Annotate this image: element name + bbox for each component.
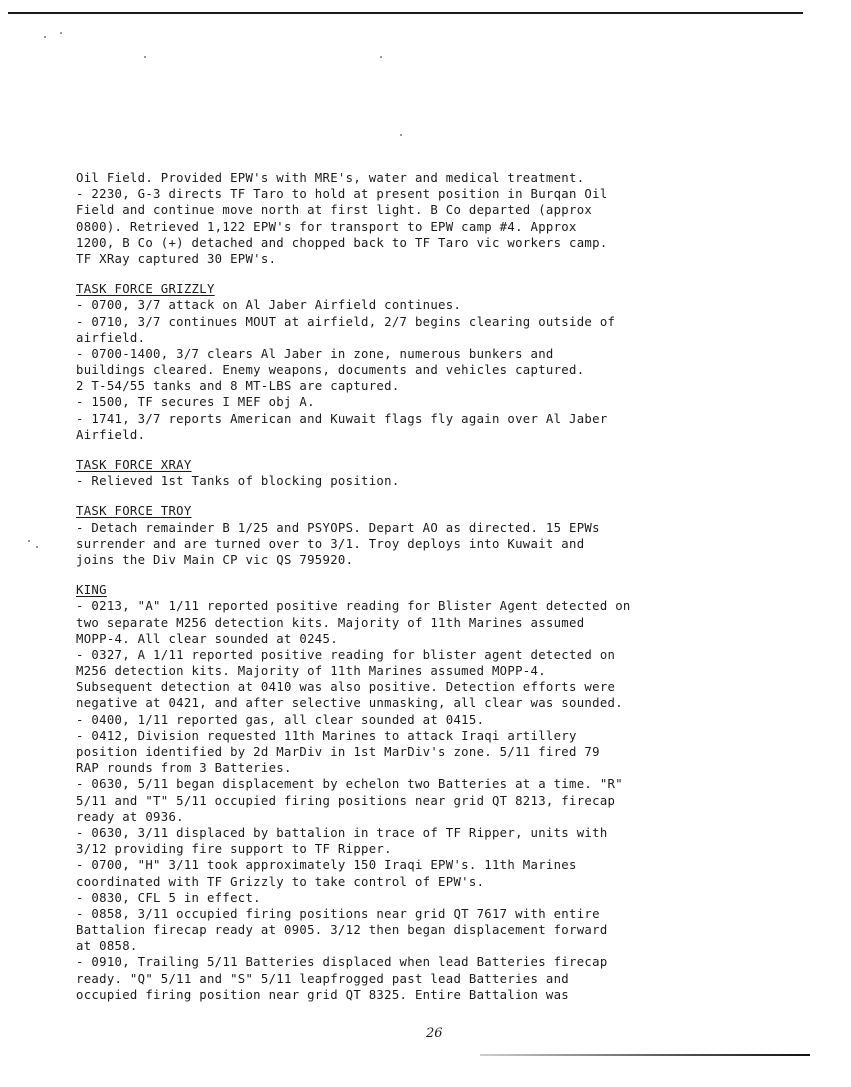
text-line: - 0700, 3/7 attack on Al Jaber Airfield continues.	[76, 298, 462, 313]
section-task-force-grizzly	[76, 281, 776, 443]
text-line: surrender and are turned over to 3/1. Troy deploys into Kuwait and	[76, 536, 585, 551]
page-number: 26	[426, 1026, 443, 1041]
text-line: position identified by 2d MarDiv in 1st MarDiv's zone. 5/11 fired 79	[76, 745, 600, 759]
text-line: occupied firing position near grid QT 8325. Entire Battalion was	[76, 987, 570, 1002]
text-line: - 0700-1400, 3/7 clears Al Jaber in zone, numerous bunkers and	[76, 346, 554, 361]
text-line: - Relieved 1st Tanks of blocking position.	[76, 474, 400, 489]
text-line: - 2230, G-3 directs TF Taro to hold at present position in Burqan Oil	[76, 187, 608, 202]
text-line: - 0710, 3/7 continues MOUT at airfield, 2/7 begins clearing outside of	[76, 314, 616, 329]
text-line: Battalion firecap ready at 0905. 3/12 then began displacement forward	[76, 923, 608, 938]
scan-speck	[380, 56, 382, 58]
scan-speck	[44, 36, 46, 38]
text-line: joins the Div Main CP vic QS 795920.	[76, 552, 354, 567]
text-line: airfield.	[76, 330, 146, 345]
bottom-rule	[480, 1054, 810, 1056]
section-task-force-troy	[76, 503, 776, 568]
text-line: - 0700, "H" 3/11 took approximately 150 Iraqi EPW's. 11th Marines	[76, 858, 577, 873]
text-line: Airfield.	[76, 427, 146, 442]
text-line: - 1741, 3/7 reports American and Kuwait flags fly again over Al Jaber	[76, 411, 608, 426]
text-line: at 0858.	[76, 939, 138, 954]
section-heading: TASK FORCE TROY	[76, 504, 192, 519]
scan-speck	[400, 134, 402, 136]
text-line: - 0630, 3/11 displaced by battalion in trace of TF Ripper, units with	[76, 825, 608, 840]
scan-speck	[60, 32, 62, 34]
section-task-force-xray	[76, 457, 776, 489]
text-line: two separate M256 detection kits. Majority of 11th Marines assumed	[76, 615, 585, 630]
text-line: 2 T-54/55 tanks and 8 MT-LBS are captured.	[76, 379, 400, 394]
section-heading: TASK FORCE GRIZZLY	[76, 282, 215, 297]
text-line: - 0630, 5/11 began displacement by echelon two Batteries at a time. "R"	[76, 777, 623, 792]
section-heading: KING	[76, 583, 107, 598]
text-line: M256 detection kits. Majority of 11th Marines assumed MOPP-4.	[76, 664, 546, 679]
text-line: ready. "Q" 5/11 and "S" 5/11 leapfrogged past lead Batteries and	[76, 971, 570, 986]
text-line: negative at 0421, and after selective unmasking, all clear was sounded.	[76, 696, 623, 711]
text-line: 3/12 providing fire support to TF Ripper.	[76, 842, 392, 857]
text-line: - 0213, "A" 1/11 reported positive reading for Blister Agent detected on	[76, 599, 631, 614]
text-line: MOPP-4. All clear sounded at 0245.	[76, 631, 338, 646]
section-heading: TASK FORCE XRAY	[76, 458, 192, 472]
top-rule	[8, 12, 803, 14]
text-line: - 0412, Division requested 11th Marines to attack Iraqi artillery	[76, 728, 577, 743]
text-line: - 1500, TF secures I MEF obj A.	[76, 395, 315, 410]
text-line: 5/11 and "T" 5/11 occupied firing positions near grid QT 8213, firecap	[76, 793, 616, 808]
text-line: - 0400, 1/11 reported gas, all clear sounded at 0415.	[76, 712, 485, 727]
text-line: TF XRay captured 30 EPW's.	[76, 251, 277, 266]
section-king	[76, 582, 776, 1003]
scan-speck	[144, 56, 146, 58]
text-line: Oil Field. Provided EPW's with MRE's, water and medical treatment.	[76, 171, 585, 185]
text-line: - 0910, Trailing 5/11 Batteries displaced when lead Batteries firecap	[76, 955, 608, 970]
text-line: buildings cleared. Enemy weapons, documents and vehicles captured.	[76, 363, 585, 378]
scan-speck	[28, 540, 30, 542]
text-line: 0800). Retrieved 1,122 EPW's for transport to EPW camp #4. Approx	[76, 219, 577, 234]
text-line: - 0327, A 1/11 reported positive reading for blister agent detected on	[76, 647, 616, 662]
intro-block	[76, 170, 776, 267]
text-line: 1200, B Co (+) detached and chopped back to TF Taro vic workers camp.	[76, 235, 608, 250]
scan-speck	[36, 546, 38, 548]
text-line: - 0830, CFL 5 in effect.	[76, 890, 261, 905]
text-line: - 0858, 3/11 occupied firing positions near grid QT 7617 with entire	[76, 906, 600, 921]
text-line: - Detach remainder B 1/25 and PSYOPS. Depart AO as directed. 15 EPWs	[76, 520, 600, 535]
text-line: RAP rounds from 3 Batteries.	[76, 761, 292, 776]
page-body	[76, 170, 776, 1003]
text-line: Subsequent detection at 0410 was also positive. Detection efforts were	[76, 680, 616, 695]
text-line: ready at 0936.	[76, 809, 184, 824]
text-line: Field and continue move north at first light. B Co departed (approx	[76, 203, 593, 218]
text-line: coordinated with TF Grizzly to take control of EPW's.	[76, 874, 485, 889]
